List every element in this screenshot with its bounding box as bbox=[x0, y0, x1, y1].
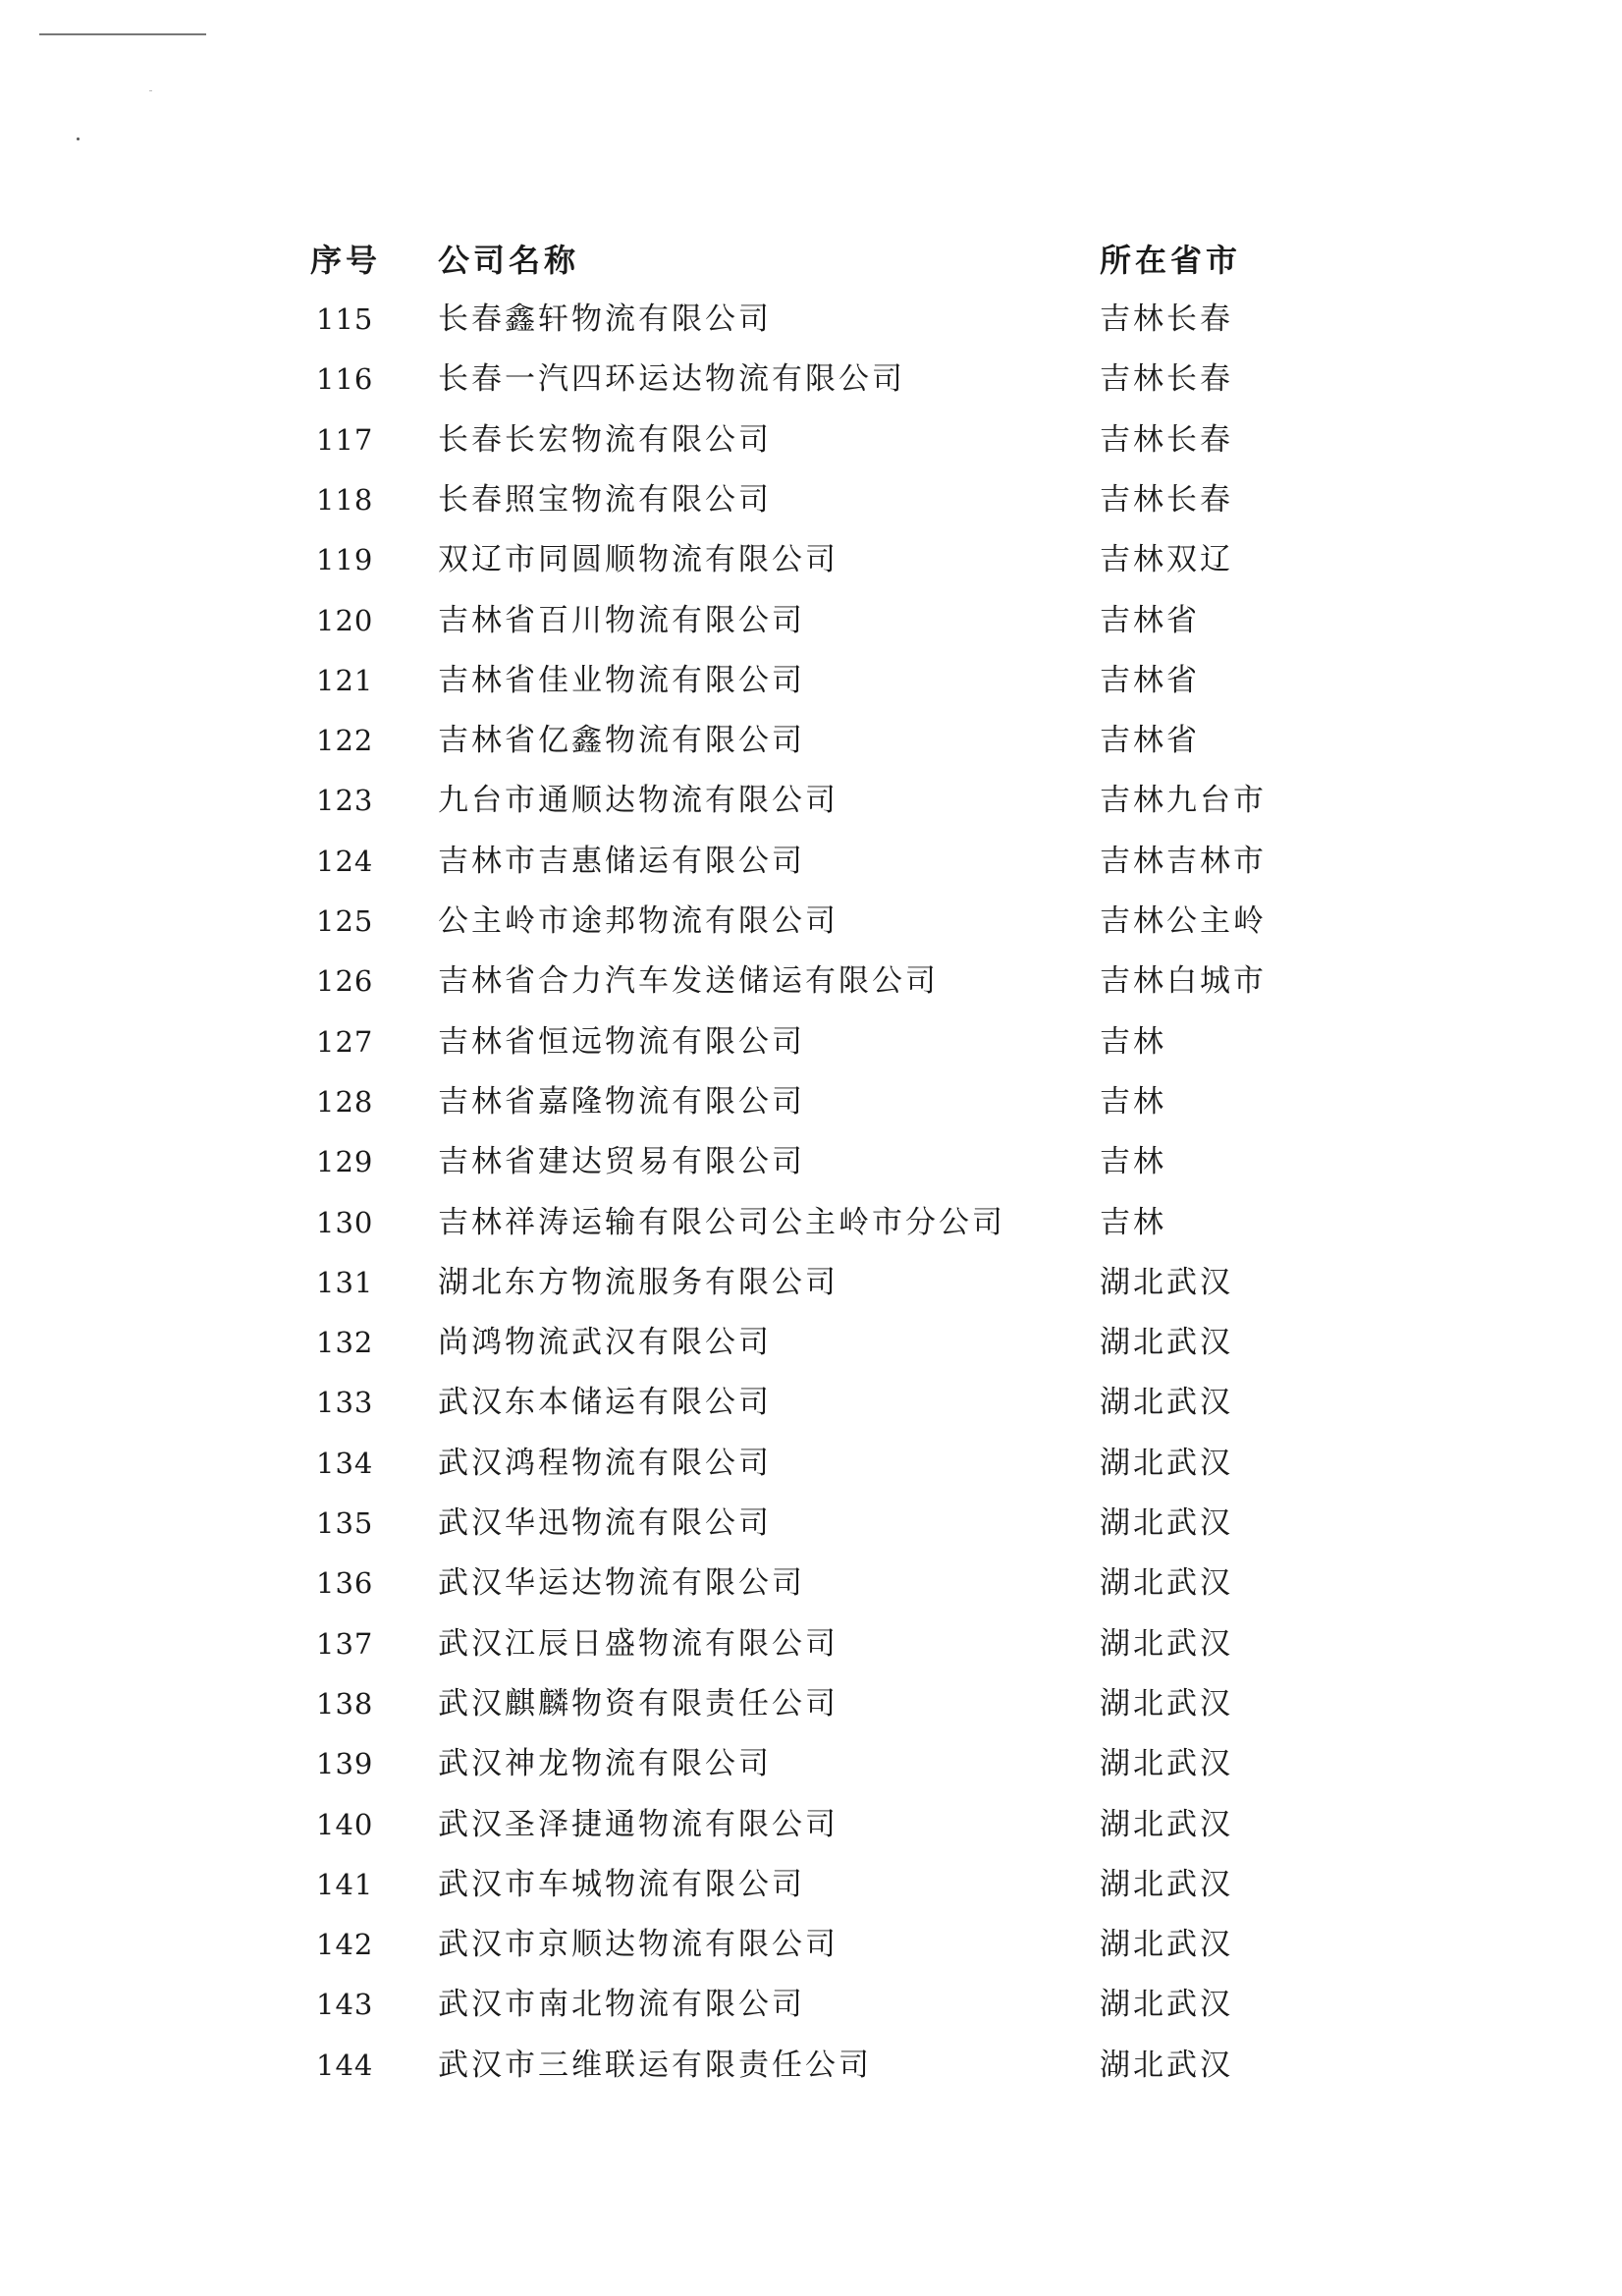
company-name: 长春一汽四环运达物流有限公司 bbox=[438, 361, 905, 398]
province-city: 吉林 bbox=[1100, 1144, 1166, 1180]
province-city: 湖北武汉 bbox=[1100, 1987, 1233, 2023]
table-row bbox=[0, 1920, 1622, 1969]
serial-number: 141 bbox=[316, 1867, 374, 1901]
table-row bbox=[0, 1860, 1622, 1909]
company-name: 武汉市车城物流有限公司 bbox=[438, 1866, 805, 1902]
company-name: 吉林省合力汽车发送储运有限公司 bbox=[438, 963, 939, 1000]
table-row bbox=[0, 1137, 1622, 1186]
table-row bbox=[0, 355, 1622, 404]
serial-number: 126 bbox=[316, 964, 374, 999]
province-city: 湖北武汉 bbox=[1100, 1264, 1233, 1300]
province-city: 吉林长春 bbox=[1100, 361, 1233, 398]
province-city: 吉林吉林市 bbox=[1100, 843, 1267, 879]
table-row bbox=[0, 596, 1622, 645]
table-row bbox=[0, 1558, 1622, 1608]
serial-number: 136 bbox=[316, 1566, 374, 1601]
company-name: 吉林市吉惠储运有限公司 bbox=[438, 843, 805, 879]
serial-number: 144 bbox=[316, 2048, 374, 2082]
serial-number: 130 bbox=[316, 1205, 374, 1239]
company-name: 公主岭市途邦物流有限公司 bbox=[438, 903, 838, 939]
table-row bbox=[0, 1077, 1622, 1126]
company-name: 长春照宝物流有限公司 bbox=[438, 481, 772, 518]
serial-number: 116 bbox=[316, 362, 374, 397]
table-row bbox=[0, 837, 1622, 886]
serial-number: 117 bbox=[316, 422, 374, 457]
company-name: 武汉江辰日盛物流有限公司 bbox=[438, 1625, 838, 1662]
company-name: 湖北东方物流服务有限公司 bbox=[438, 1264, 838, 1300]
company-name: 吉林省嘉隆物流有限公司 bbox=[438, 1083, 805, 1120]
table-row bbox=[0, 1499, 1622, 1548]
province-city: 湖北武汉 bbox=[1100, 1746, 1233, 1782]
table-row bbox=[0, 1318, 1622, 1367]
table-row bbox=[0, 716, 1622, 765]
serial-number: 121 bbox=[316, 663, 374, 697]
serial-number: 128 bbox=[316, 1084, 374, 1119]
table-row bbox=[0, 1679, 1622, 1728]
company-name: 吉林祥涛运输有限公司公主岭市分公司 bbox=[438, 1204, 1005, 1240]
table-row bbox=[0, 535, 1622, 584]
company-name: 武汉麒麟物资有限责任公司 bbox=[438, 1685, 838, 1722]
province-city: 湖北武汉 bbox=[1100, 2047, 1233, 2083]
company-name: 武汉神龙物流有限公司 bbox=[438, 1746, 772, 1782]
province-city: 湖北武汉 bbox=[1100, 1866, 1233, 1902]
province-city: 吉林长春 bbox=[1100, 481, 1233, 518]
table-row bbox=[0, 776, 1622, 825]
province-city: 吉林省 bbox=[1100, 602, 1200, 638]
company-name: 吉林省建达贸易有限公司 bbox=[438, 1144, 805, 1180]
serial-number: 132 bbox=[316, 1326, 374, 1360]
province-city: 湖北武汉 bbox=[1100, 1927, 1233, 1963]
province-city: 吉林白城市 bbox=[1100, 963, 1267, 1000]
table-row bbox=[0, 1739, 1622, 1788]
province-city: 吉林省 bbox=[1100, 723, 1200, 759]
serial-number: 138 bbox=[316, 1686, 374, 1721]
serial-number: 143 bbox=[316, 1988, 374, 2022]
table-row bbox=[0, 897, 1622, 946]
serial-number: 125 bbox=[316, 904, 374, 938]
table-row bbox=[0, 1198, 1622, 1247]
serial-number: 133 bbox=[316, 1386, 374, 1420]
province-city: 湖北武汉 bbox=[1100, 1445, 1233, 1481]
header-company-name: 公司名称 bbox=[438, 242, 580, 279]
company-name: 武汉东本储运有限公司 bbox=[438, 1385, 772, 1421]
serial-number: 115 bbox=[316, 302, 374, 336]
company-name: 吉林省百川物流有限公司 bbox=[438, 602, 805, 638]
serial-number: 131 bbox=[316, 1265, 374, 1299]
table-row bbox=[0, 957, 1622, 1006]
table-header bbox=[0, 236, 1622, 285]
table-row bbox=[0, 475, 1622, 524]
province-city: 吉林长春 bbox=[1100, 421, 1233, 458]
company-name: 吉林省亿鑫物流有限公司 bbox=[438, 723, 805, 759]
serial-number: 129 bbox=[316, 1145, 374, 1179]
province-city: 吉林双辽 bbox=[1100, 542, 1233, 578]
province-city: 湖北武汉 bbox=[1100, 1565, 1233, 1602]
serial-number: 124 bbox=[316, 844, 374, 878]
table-row bbox=[0, 656, 1622, 705]
province-city: 吉林长春 bbox=[1100, 301, 1233, 337]
company-name: 武汉鸿程物流有限公司 bbox=[438, 1445, 772, 1481]
province-city: 湖北武汉 bbox=[1100, 1325, 1233, 1361]
company-name: 双辽市同圆顺物流有限公司 bbox=[438, 542, 838, 578]
serial-number: 120 bbox=[316, 603, 374, 637]
company-name: 九台市通顺达物流有限公司 bbox=[438, 783, 838, 819]
province-city: 吉林 bbox=[1100, 1023, 1166, 1060]
table-row bbox=[0, 1439, 1622, 1488]
scan-artifact-dot bbox=[149, 90, 152, 91]
header-province-city: 所在省市 bbox=[1100, 242, 1242, 279]
province-city: 湖北武汉 bbox=[1100, 1385, 1233, 1421]
company-name: 尚鸿物流武汉有限公司 bbox=[438, 1325, 772, 1361]
province-city: 吉林九台市 bbox=[1100, 783, 1267, 819]
serial-number: 123 bbox=[316, 784, 374, 818]
scan-artifact-line bbox=[39, 33, 206, 35]
company-name: 吉林省佳业物流有限公司 bbox=[438, 662, 805, 698]
header-serial-number: 序号 bbox=[310, 242, 382, 279]
province-city: 吉林公主岭 bbox=[1100, 903, 1267, 939]
table-row bbox=[0, 1258, 1622, 1307]
company-name: 武汉华迅物流有限公司 bbox=[438, 1505, 772, 1541]
company-name: 长春鑫轩物流有限公司 bbox=[438, 301, 772, 337]
company-name: 长春长宏物流有限公司 bbox=[438, 421, 772, 458]
serial-number: 140 bbox=[316, 1807, 374, 1841]
province-city: 湖北武汉 bbox=[1100, 1505, 1233, 1541]
company-name: 吉林省恒远物流有限公司 bbox=[438, 1023, 805, 1060]
company-name: 武汉圣泽捷通物流有限公司 bbox=[438, 1806, 838, 1842]
company-name: 武汉市三维联运有限责任公司 bbox=[438, 2047, 872, 2083]
table-row bbox=[0, 1378, 1622, 1427]
serial-number: 122 bbox=[316, 724, 374, 758]
table-row bbox=[0, 1619, 1622, 1668]
serial-number: 119 bbox=[316, 543, 374, 577]
company-name: 武汉市京顺达物流有限公司 bbox=[438, 1927, 838, 1963]
table-row bbox=[0, 1800, 1622, 1849]
serial-number: 134 bbox=[316, 1446, 374, 1480]
company-name: 武汉市南北物流有限公司 bbox=[438, 1987, 805, 2023]
serial-number: 139 bbox=[316, 1747, 374, 1781]
scan-artifact-dot bbox=[77, 137, 80, 140]
province-city: 湖北武汉 bbox=[1100, 1806, 1233, 1842]
province-city: 吉林省 bbox=[1100, 662, 1200, 698]
table-row bbox=[0, 1017, 1622, 1066]
table-row bbox=[0, 295, 1622, 344]
serial-number: 135 bbox=[316, 1506, 374, 1540]
company-name: 武汉华运达物流有限公司 bbox=[438, 1565, 805, 1602]
province-city: 吉林 bbox=[1100, 1204, 1166, 1240]
province-city: 湖北武汉 bbox=[1100, 1685, 1233, 1722]
table-row bbox=[0, 415, 1622, 465]
province-city: 吉林 bbox=[1100, 1083, 1166, 1120]
serial-number: 118 bbox=[316, 482, 374, 517]
table-row bbox=[0, 1980, 1622, 2029]
province-city: 湖北武汉 bbox=[1100, 1625, 1233, 1662]
serial-number: 142 bbox=[316, 1928, 374, 1962]
table-row bbox=[0, 2041, 1622, 2090]
serial-number: 127 bbox=[316, 1024, 374, 1059]
serial-number: 137 bbox=[316, 1626, 374, 1661]
